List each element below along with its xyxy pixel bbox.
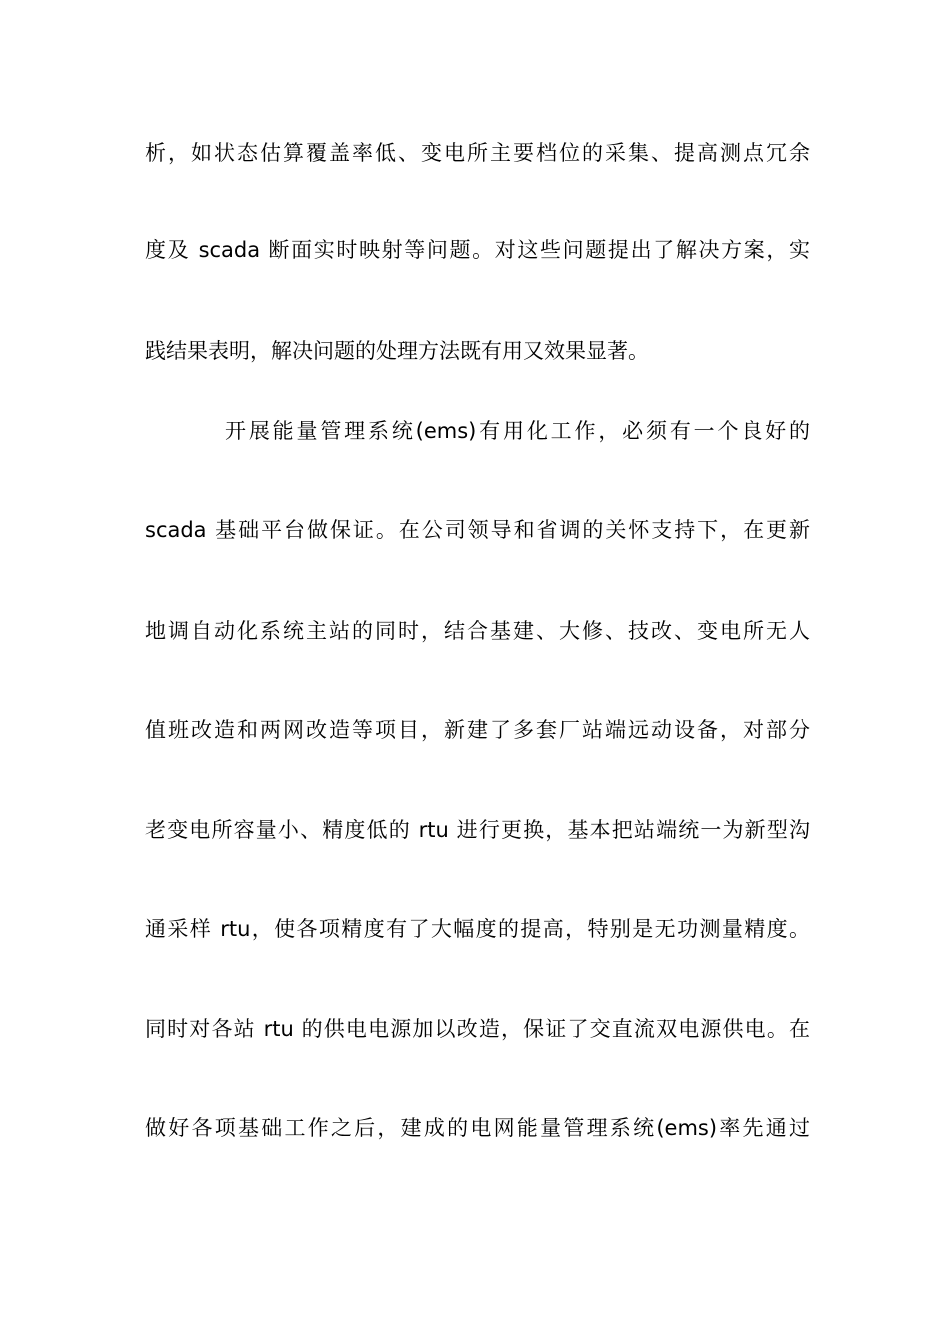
text-line-8: 老变电所容量小、精度低的 rtu 进行更换，基本把站端统一为新型沟 (145, 818, 810, 842)
text-line-6: 地调自动化系统主站的同时，结合基建、大修、技改、变电所无人 (145, 619, 810, 643)
text-line-2: 度及 scada 断面实时映射等问题。对这些问题提出了解决方案，实 (145, 238, 810, 262)
text-line-4: 开展能量管理系统(ems)有用化工作，必须有一个良好的 (225, 419, 810, 443)
text-line-9: 通采样 rtu，使各项精度有了大幅度的提高，特别是无功测量精度。 (145, 917, 810, 941)
text-line-7: 值班改造和两网改造等项目，新建了多套厂站端远动设备，对部分 (145, 718, 810, 742)
text-line-5: scada 基础平台做保证。在公司领导和省调的关怀支持下，在更新 (145, 518, 810, 542)
text-line-3: 践结果表明，解决问题的处理方法既有用又效果显著。 (145, 339, 649, 363)
text-line-10: 同时对各站 rtu 的供电电源加以改造，保证了交直流双电源供电。在 (145, 1017, 810, 1041)
text-line-11: 做好各项基础工作之后，建成的电网能量管理系统(ems)率先通过 (145, 1116, 810, 1140)
text-line-1: 析，如状态估算覆盖率低、变电所主要档位的采集、提高测点冗余 (145, 141, 810, 165)
